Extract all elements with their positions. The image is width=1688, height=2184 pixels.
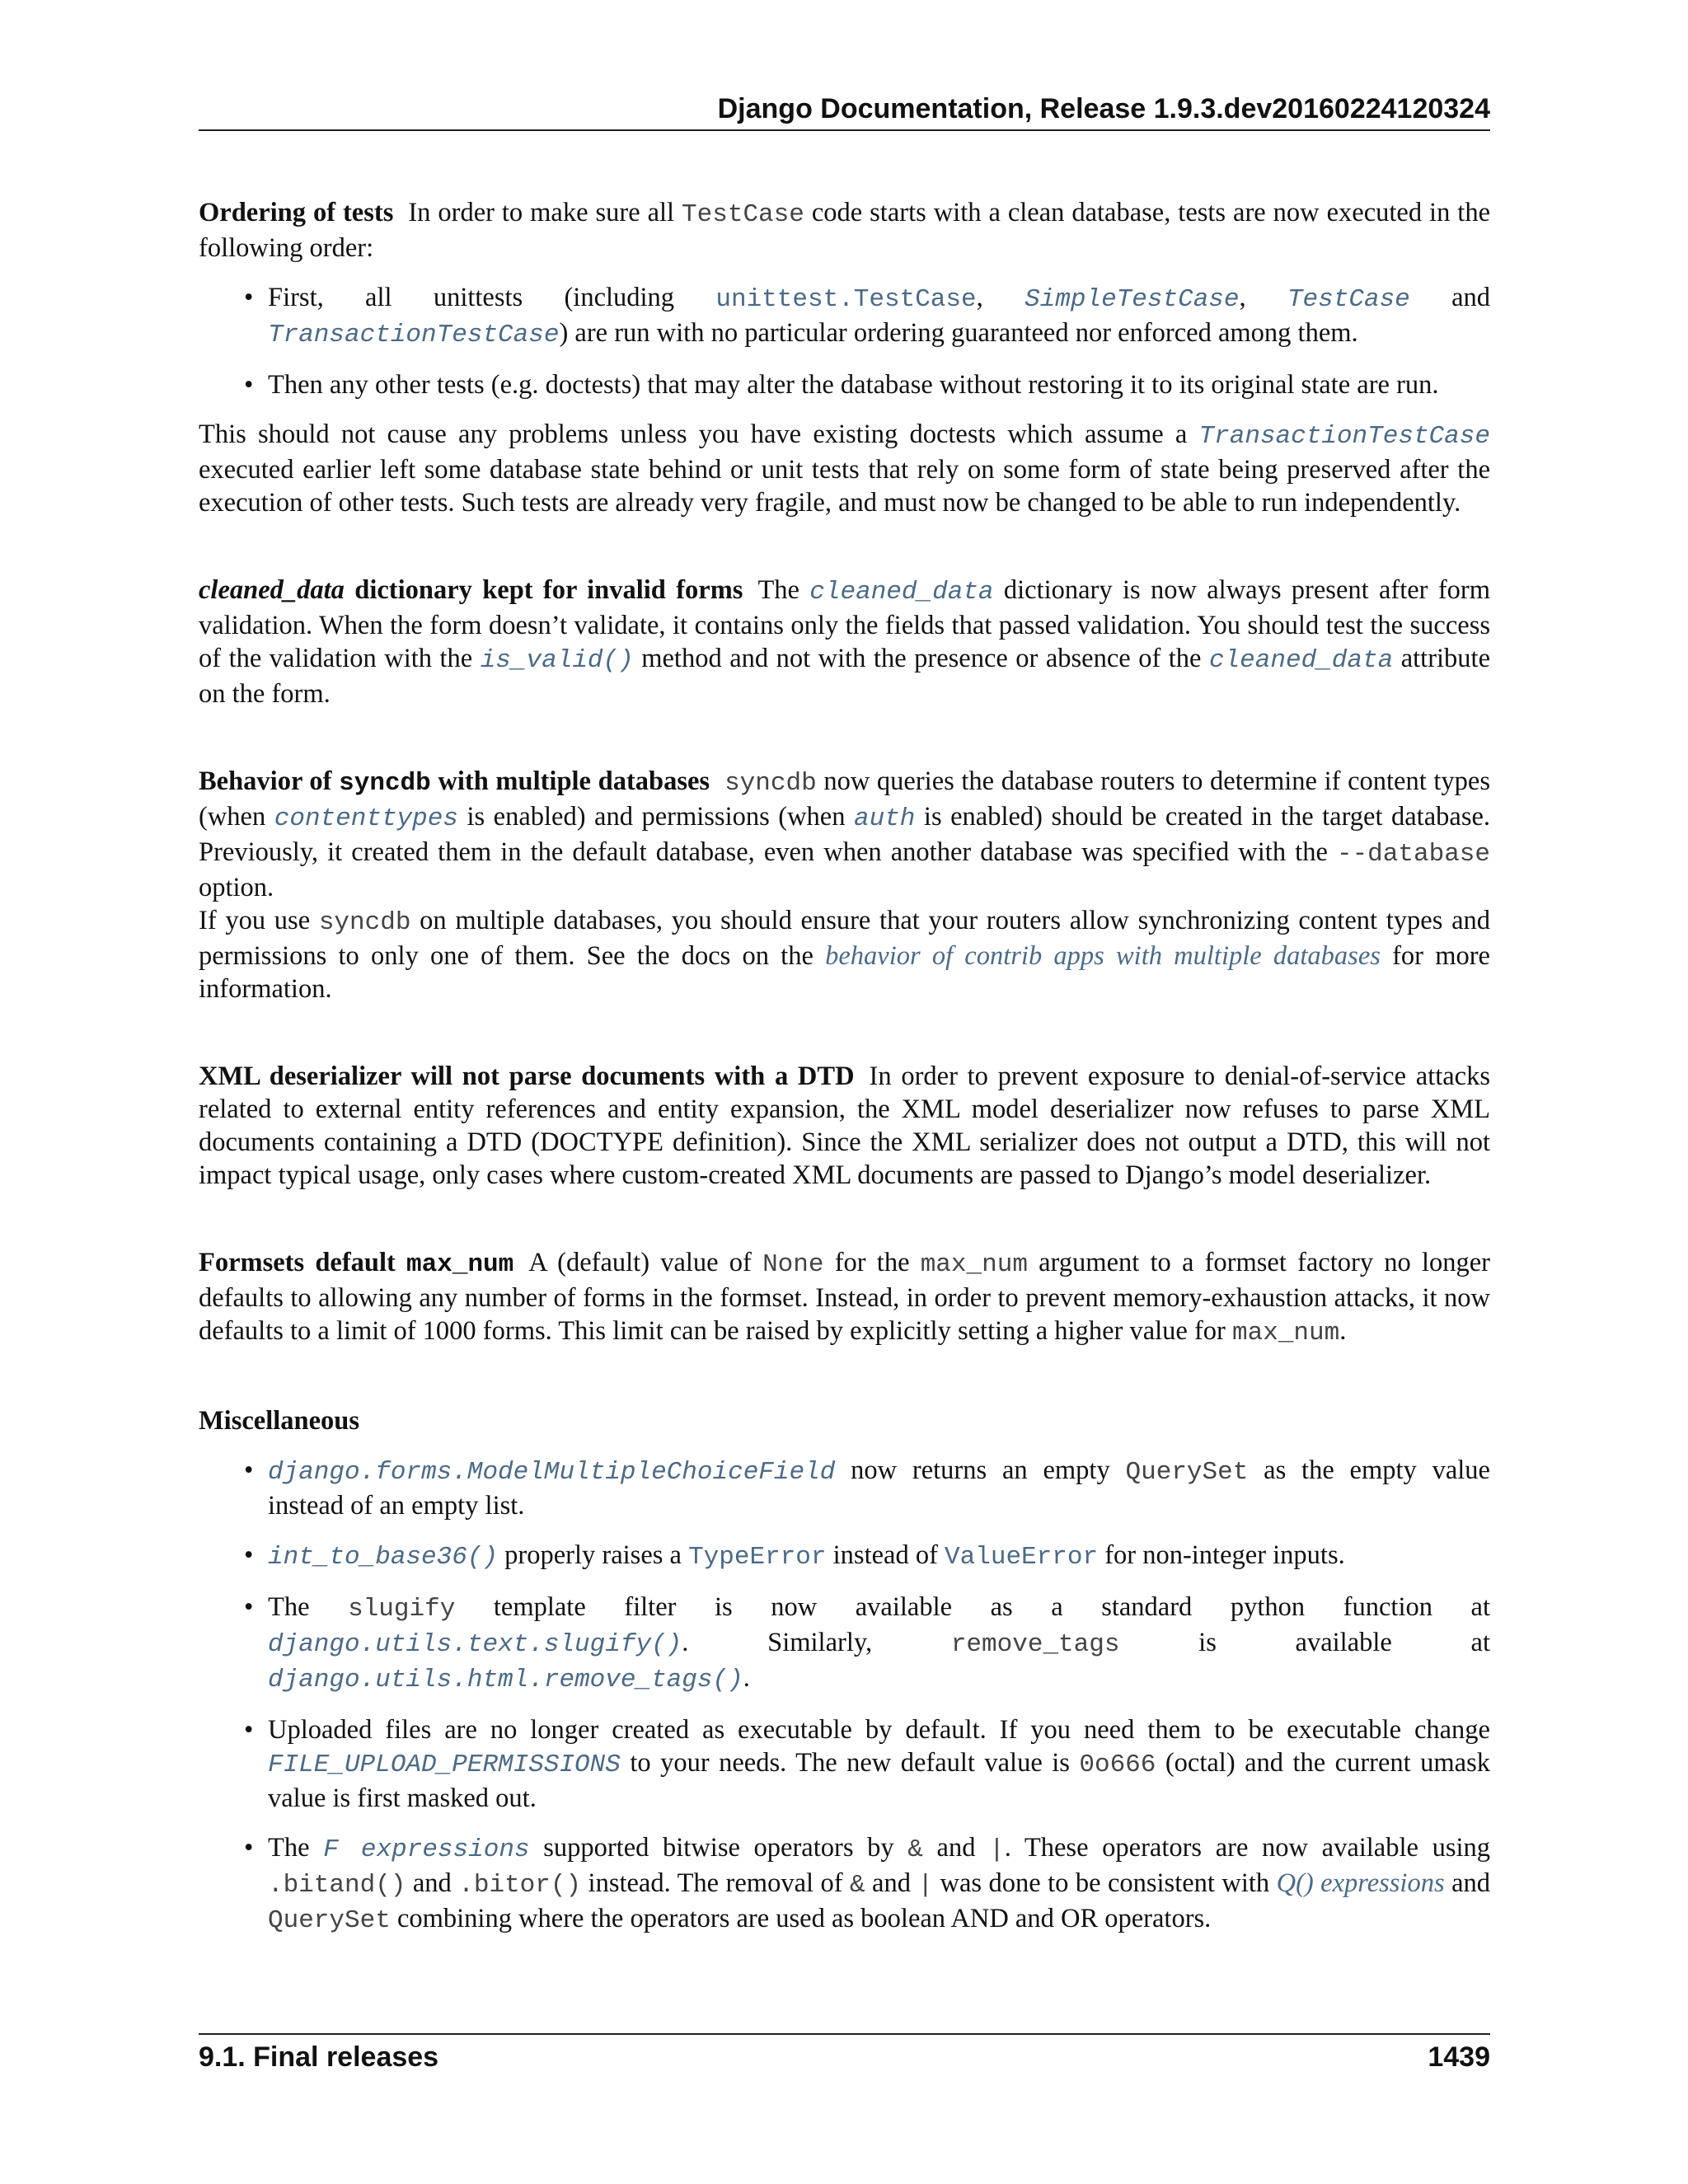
link[interactable]: Q() expressions [1276,1868,1445,1898]
list-item: • Then any other tests (e.g. doctests) that may alter the database without restoring it to its original state are run. [244,370,1439,400]
header-rule [199,129,1490,131]
link[interactable]: django.utils.html.remove_tags() [268,1666,743,1694]
link[interactable]: TransactionTestCase [268,321,560,349]
link[interactable]: TransactionTestCase [1198,422,1490,451]
running-footer [199,2041,1490,2074]
list-item: • Uploaded files are no longer created as executable by default. If you need them to be executable change FILE_UPLOAD_PERMISSIONS to your needs. The new default value is 0o666 (octal) and the current umask value is first masked out. [244,1715,1491,1813]
list-item: • The F expressions supported bitwise operators by & and |. These operators are now available using .bitand() and .bitor() instead. The removal of & and | was done to be consistent with Q() expressions and QuerySet combining where the operators are used as boolean AND and OR operators. [244,1833,1491,1935]
paragraph: XML deserializer will not parse documents with a DTD In order to prevent exposure to denial-of-service attacks related to external entity references and entity expansion, the XML model deserializer now refuses to parse XML documents containing a DTD (DOCTYPE definition). Since the XML serializer does not output a DTD, this will not impact typical usage, only cases where custom-created XML documents are passed to Django’s model deserializer. [199,1062,1490,1190]
inline-code: QuerySet [268,1906,391,1935]
section-miscellaneous [199,1404,1490,1938]
link[interactable]: django.forms.ModelMultipleChoiceField [268,1458,836,1487]
link[interactable]: ValueError [945,1543,1099,1572]
footer-section-title: 9.1. Final releases [199,2041,439,2073]
inline-code: slugify [348,1595,456,1624]
inline-code: .bitand() [268,1871,406,1900]
paragraph: cleaned_data dictionary kept for invalid forms The cleaned_data dictionary is now always present after form validation. When the form doesn’t validate, it contains only the fields that passed validation. You should test the success of the validation with the is_valid() method and not with the presence or absence of the cleaned_data attribute on the form. [199,575,1491,709]
paragraph: If you use syncdb on multiple databases, you should ensure that your routers allow synchronizing content types and permissions to only one of them. See the docs on the behavior of contrib apps with multiple databases for more information. [199,906,1491,1004]
link[interactable]: auth [853,804,916,833]
section-heading: cleaned_data dictionary kept for invalid forms [199,575,743,605]
inline-code: & [850,1871,865,1900]
running-header: Django Documentation, Release 1.9.3.dev20160224120324 [717,93,1490,124]
link[interactable]: cleaned_data [1208,646,1394,675]
section-cleaned-data [199,574,1490,710]
inline-code: syncdb [724,769,817,798]
inline-code: --database [1336,840,1490,869]
list-item: • The slugify template filter is now available as a standard python function at django.utils.text.slugify(). Similarly, remove_tags is available at django.utils.html.remove_tags(). [244,1592,1490,1694]
list-item: • First, all unittests (including unittest.TestCase, SimpleTestCase, TestCase and TransactionTestCase) are run with no particular ordering guaranteed nor enforced among them. [244,283,1491,349]
inline-code: | [917,1871,934,1900]
section-ordering-of-tests [199,196,1490,519]
inline-code: remove_tags [950,1630,1120,1659]
section-formsets-max-num [199,1246,1490,1350]
section-xml-deserializer [199,1060,1490,1192]
inline-code: max_num [1231,1319,1340,1347]
section-heading: Behavior of syncdb with multiple databases [199,766,710,798]
subsection-heading: Miscellaneous [199,1406,359,1436]
link[interactable]: is_valid() [480,646,634,675]
page-body [199,196,1490,1954]
list-item: • int_to_base36() properly raises a TypeError instead of ValueError for non-integer inputs. [244,1540,1345,1572]
inline-code: 0o666 [1079,1750,1156,1779]
paragraph: Behavior of syncdb with multiple databases syncdb now queries the database routers to determine if content types (when contenttypes is enabled) and permissions (when auth is enabled) should be created in the target database. Previously, it created them in the default database, even when another database was specified with the --database option. [199,766,1491,902]
section-heading: XML deserializer will not parse documents with a DTD [199,1062,855,1091]
link[interactable]: cleaned_data [809,578,994,607]
link[interactable]: int_to_base36() [268,1543,499,1572]
paragraph: Formsets default max_num A (default) value of None for the max_num argument to a formset factory no longer defaults to allowing any number of forms in the formset. Instead, in order to prevent memory-exhaustion attacks, it now defaults to a limit of 1000 forms. This limit can be raised by explicitly setting a higher value for max_num. [199,1248,1490,1347]
bullet-list [199,1454,1490,1938]
paragraph: Ordering of tests In order to make sure all TestCase code starts with a clean database, tests are now executed in the following order: [199,198,1490,263]
section-syncdb [199,765,1490,1005]
link[interactable]: behavior of contrib apps with multiple databases [825,941,1381,971]
link[interactable]: FILE_UPLOAD_PERMISSIONS [268,1750,621,1779]
inline-code: & [907,1835,923,1864]
inline-code: .bitor() [458,1871,582,1900]
link[interactable]: SimpleTestCase [1025,285,1240,314]
link[interactable]: django.utils.text.slugify() [268,1630,682,1659]
inline-code: None [762,1250,824,1279]
link[interactable]: unittest.TestCase [715,285,977,314]
link[interactable]: contenttypes [274,804,458,833]
section-heading: Formsets default max_num [199,1248,514,1279]
bullet-list [199,281,1490,401]
footer-rule [199,2033,1490,2035]
list-item: • django.forms.ModelMultipleChoiceField now returns an empty QuerySet as the empty value instead of an empty list. [244,1455,1490,1521]
inline-code: TestCase [682,200,804,229]
inline-code: QuerySet [1125,1458,1249,1487]
section-heading: Ordering of tests [199,198,394,227]
inline-code: | [989,1835,1005,1864]
link[interactable]: F expressions [323,1835,530,1864]
paragraph: This should not cause any problems unless you have existing doctests which assume a TransactionTestCase executed earlier left some database state behind or unit tests that rely on some form of state being preserved after the execution of other tests. Such tests are already very fragile, and must now be changed to be able to run independently. [199,419,1490,518]
inline-code: syncdb [318,908,411,937]
inline-code: max_num [920,1250,1028,1279]
link[interactable]: TypeError [688,1543,827,1572]
link[interactable]: TestCase [1287,285,1410,314]
page-number: 1439 [1428,2041,1490,2073]
